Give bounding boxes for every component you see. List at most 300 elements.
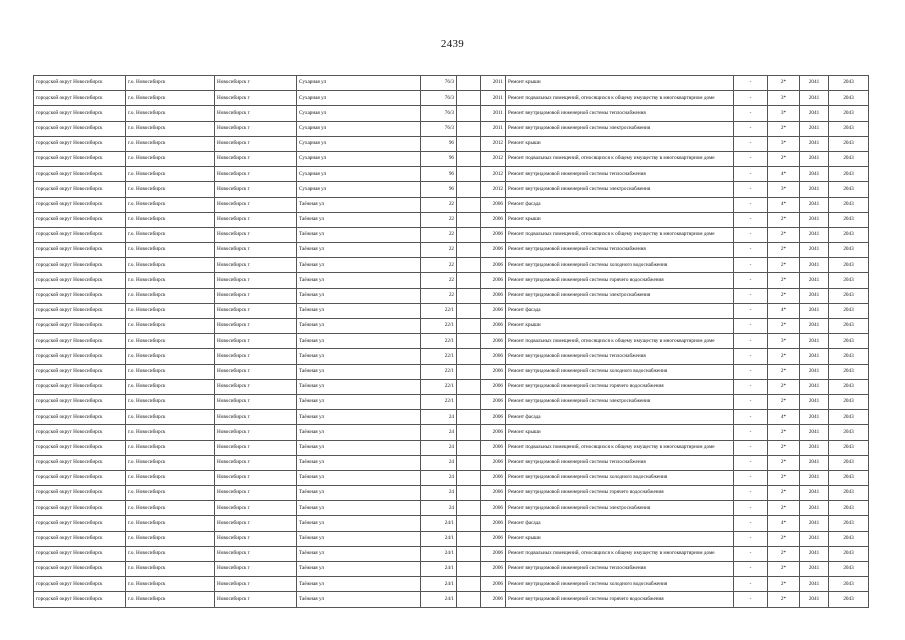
cell-street: Таёжная ул xyxy=(297,516,421,531)
cell-district: городской округ Новосибирск xyxy=(34,212,126,227)
cell-district: городской округ Новосибирск xyxy=(34,197,126,212)
cell-period: 2* xyxy=(768,470,800,485)
cell-district: городской округ Новосибирск xyxy=(34,410,126,425)
table-row xyxy=(34,76,869,91)
cell-district: городской округ Новосибирск xyxy=(34,562,126,577)
table-row xyxy=(34,470,869,485)
cell-blank xyxy=(457,151,481,166)
cell-district: городской округ Новосибирск xyxy=(34,227,126,242)
cell-district: городской округ Новосибирск xyxy=(34,136,126,151)
cell-settlement: Новосибирск г xyxy=(215,470,297,485)
cell-dash: - xyxy=(734,394,768,409)
cell-build-year: 2012 xyxy=(481,182,506,197)
cell-year-start: 2041 xyxy=(800,151,829,166)
cell-blank xyxy=(457,106,481,121)
cell-year-start: 2041 xyxy=(800,91,829,106)
cell-work-type: Ремонт внутридомовой инженерной системы холодного водоснабжения xyxy=(506,364,734,379)
cell-period: 2* xyxy=(768,151,800,166)
cell-settlement: Новосибирск г xyxy=(215,349,297,364)
cell-build-year: 2011 xyxy=(481,91,506,106)
table-row xyxy=(34,288,869,303)
cell-dash: - xyxy=(734,227,768,242)
cell-dash: - xyxy=(734,319,768,334)
cell-work-type: Ремонт внутридомовой инженерной системы горячего водоснабжения xyxy=(506,486,734,501)
cell-urban-okrug: г.о. Новосибирск xyxy=(126,212,215,227)
cell-build-year: 2006 xyxy=(481,212,506,227)
cell-work-type: Ремонт внутридомовой инженерной системы теплоснабжения xyxy=(506,455,734,470)
table-row xyxy=(34,212,869,227)
cell-year-start: 2041 xyxy=(800,76,829,91)
table-row xyxy=(34,501,869,516)
cell-dash: - xyxy=(734,486,768,501)
cell-street: Таёжная ул xyxy=(297,212,421,227)
cell-blank xyxy=(457,379,481,394)
cell-urban-okrug: г.о. Новосибирск xyxy=(126,440,215,455)
cell-district: городской округ Новосибирск xyxy=(34,577,126,592)
cell-urban-okrug: г.о. Новосибирск xyxy=(126,410,215,425)
cell-year-end: 2043 xyxy=(829,273,869,288)
cell-house-number: 22 xyxy=(421,258,457,273)
cell-build-year: 2006 xyxy=(481,334,506,349)
cell-period: 4* xyxy=(768,197,800,212)
cell-year-end: 2043 xyxy=(829,106,869,121)
table-row xyxy=(34,273,869,288)
cell-year-start: 2041 xyxy=(800,592,829,607)
cell-house-number: 22/1 xyxy=(421,349,457,364)
cell-year-start: 2041 xyxy=(800,486,829,501)
cell-urban-okrug: г.о. Новосибирск xyxy=(126,364,215,379)
cell-blank xyxy=(457,501,481,516)
cell-house-number: 96 xyxy=(421,136,457,151)
cell-dash: - xyxy=(734,303,768,318)
cell-work-type: Ремонт подвальных помещений, относящихся к общему имуществу в многоквартирном доме xyxy=(506,440,734,455)
cell-year-start: 2041 xyxy=(800,167,829,182)
table-row xyxy=(34,319,869,334)
cell-settlement: Новосибирск г xyxy=(215,425,297,440)
cell-period: 2* xyxy=(768,273,800,288)
cell-district: городской округ Новосибирск xyxy=(34,319,126,334)
cell-urban-okrug: г.о. Новосибирск xyxy=(126,151,215,166)
cell-house-number: 24 xyxy=(421,470,457,485)
cell-settlement: Новосибирск г xyxy=(215,577,297,592)
table-row xyxy=(34,197,869,212)
cell-period: 2* xyxy=(768,212,800,227)
table-row xyxy=(34,379,869,394)
cell-district: городской округ Новосибирск xyxy=(34,182,126,197)
cell-period: 2* xyxy=(768,258,800,273)
cell-period: 2* xyxy=(768,76,800,91)
cell-urban-okrug: г.о. Новосибирск xyxy=(126,455,215,470)
cell-blank xyxy=(457,470,481,485)
cell-dash: - xyxy=(734,121,768,136)
cell-house-number: 76/3 xyxy=(421,76,457,91)
cell-settlement: Новосибирск г xyxy=(215,197,297,212)
cell-build-year: 2006 xyxy=(481,546,506,561)
cell-street: Таёжная ул xyxy=(297,440,421,455)
cell-build-year: 2011 xyxy=(481,121,506,136)
cell-work-type: Ремонт подвальных помещений, относящихся к общему имуществу в многоквартирном доме xyxy=(506,91,734,106)
cell-year-start: 2041 xyxy=(800,182,829,197)
cell-year-end: 2043 xyxy=(829,121,869,136)
cell-work-type: Ремонт внутридомовой инженерной системы холодного водоснабжения xyxy=(506,577,734,592)
cell-work-type: Ремонт внутридомовой инженерной системы холодного водоснабжения xyxy=(506,470,734,485)
cell-street: Таёжная ул xyxy=(297,546,421,561)
cell-build-year: 2006 xyxy=(481,379,506,394)
table-body xyxy=(34,76,869,608)
cell-settlement: Новосибирск г xyxy=(215,455,297,470)
cell-period: 2* xyxy=(768,531,800,546)
cell-year-end: 2043 xyxy=(829,303,869,318)
cell-work-type: Ремонт внутридомовой инженерной системы электроснабжения xyxy=(506,288,734,303)
cell-year-start: 2041 xyxy=(800,440,829,455)
cell-blank xyxy=(457,212,481,227)
cell-period: 2* xyxy=(768,486,800,501)
cell-urban-okrug: г.о. Новосибирск xyxy=(126,288,215,303)
cell-blank xyxy=(457,136,481,151)
cell-build-year: 2006 xyxy=(481,410,506,425)
cell-house-number: 76/3 xyxy=(421,91,457,106)
cell-build-year: 2006 xyxy=(481,197,506,212)
cell-district: городской округ Новосибирск xyxy=(34,288,126,303)
cell-blank xyxy=(457,121,481,136)
cell-street: Таёжная ул xyxy=(297,592,421,607)
cell-dash: - xyxy=(734,288,768,303)
cell-period: 2* xyxy=(768,379,800,394)
cell-blank xyxy=(457,182,481,197)
cell-house-number: 22 xyxy=(421,243,457,258)
cell-build-year: 2006 xyxy=(481,455,506,470)
cell-dash: - xyxy=(734,243,768,258)
table-row xyxy=(34,349,869,364)
cell-period: 2* xyxy=(768,577,800,592)
cell-work-type: Ремонт внутридомовой инженерной системы электроснабжения xyxy=(506,182,734,197)
cell-house-number: 24 xyxy=(421,425,457,440)
cell-blank xyxy=(457,319,481,334)
cell-street: Таёжная ул xyxy=(297,197,421,212)
cell-period: 2* xyxy=(768,440,800,455)
cell-district: городской округ Новосибирск xyxy=(34,243,126,258)
cell-house-number: 24/1 xyxy=(421,531,457,546)
cell-house-number: 24 xyxy=(421,440,457,455)
cell-period: 2* xyxy=(768,364,800,379)
cell-year-end: 2043 xyxy=(829,76,869,91)
cell-work-type: Ремонт подвальных помещений, относящихся к общему имуществу в многоквартирном доме xyxy=(506,151,734,166)
cell-year-start: 2041 xyxy=(800,227,829,242)
table-row xyxy=(34,486,869,501)
cell-dash: - xyxy=(734,182,768,197)
cell-build-year: 2006 xyxy=(481,243,506,258)
cell-street: Таёжная ул xyxy=(297,531,421,546)
cell-house-number: 22/1 xyxy=(421,334,457,349)
cell-period: 4* xyxy=(768,516,800,531)
cell-blank xyxy=(457,425,481,440)
cell-dash: - xyxy=(734,455,768,470)
cell-work-type: Ремонт внутридомовой инженерной системы теплоснабжения xyxy=(506,562,734,577)
cell-year-start: 2041 xyxy=(800,121,829,136)
cell-build-year: 2011 xyxy=(481,106,506,121)
table-row xyxy=(34,562,869,577)
cell-year-end: 2043 xyxy=(829,167,869,182)
cell-build-year: 2012 xyxy=(481,151,506,166)
table-row xyxy=(34,167,869,182)
cell-settlement: Новосибирск г xyxy=(215,136,297,151)
table-row xyxy=(34,546,869,561)
cell-year-start: 2041 xyxy=(800,379,829,394)
cell-house-number: 24 xyxy=(421,501,457,516)
cell-work-type: Ремонт фасада xyxy=(506,303,734,318)
table-row xyxy=(34,531,869,546)
cell-blank xyxy=(457,243,481,258)
cell-urban-okrug: г.о. Новосибирск xyxy=(126,577,215,592)
cell-year-start: 2041 xyxy=(800,455,829,470)
cell-urban-okrug: г.о. Новосибирск xyxy=(126,470,215,485)
cell-year-start: 2041 xyxy=(800,470,829,485)
cell-year-end: 2043 xyxy=(829,349,869,364)
cell-blank xyxy=(457,258,481,273)
cell-district: городской округ Новосибирск xyxy=(34,501,126,516)
cell-urban-okrug: г.о. Новосибирск xyxy=(126,258,215,273)
cell-year-start: 2041 xyxy=(800,334,829,349)
cell-blank xyxy=(457,592,481,607)
table-row xyxy=(34,577,869,592)
cell-settlement: Новосибирск г xyxy=(215,212,297,227)
cell-street: Таёжная ул xyxy=(297,470,421,485)
cell-work-type: Ремонт фасада xyxy=(506,410,734,425)
cell-build-year: 2006 xyxy=(481,364,506,379)
cell-work-type: Ремонт внутридомовой инженерной системы теплоснабжения xyxy=(506,106,734,121)
cell-dash: - xyxy=(734,562,768,577)
cell-build-year: 2006 xyxy=(481,516,506,531)
cell-blank xyxy=(457,273,481,288)
cell-district: городской округ Новосибирск xyxy=(34,303,126,318)
cell-blank xyxy=(457,516,481,531)
cell-year-end: 2043 xyxy=(829,455,869,470)
cell-build-year: 2006 xyxy=(481,273,506,288)
cell-house-number: 24/1 xyxy=(421,592,457,607)
cell-house-number: 22/1 xyxy=(421,379,457,394)
cell-work-type: Ремонт крыши xyxy=(506,212,734,227)
table-row xyxy=(34,425,869,440)
cell-street: Сухарная ул xyxy=(297,136,421,151)
cell-period: 2* xyxy=(768,394,800,409)
cell-work-type: Ремонт внутридомовой инженерной системы горячего водоснабжения xyxy=(506,273,734,288)
cell-settlement: Новосибирск г xyxy=(215,410,297,425)
table-row xyxy=(34,106,869,121)
cell-urban-okrug: г.о. Новосибирск xyxy=(126,121,215,136)
cell-urban-okrug: г.о. Новосибирск xyxy=(126,182,215,197)
cell-year-start: 2041 xyxy=(800,577,829,592)
cell-urban-okrug: г.о. Новосибирск xyxy=(126,243,215,258)
cell-year-start: 2041 xyxy=(800,288,829,303)
cell-period: 3* xyxy=(768,334,800,349)
cell-period: 3* xyxy=(768,106,800,121)
cell-blank xyxy=(457,76,481,91)
cell-urban-okrug: г.о. Новосибирск xyxy=(126,334,215,349)
cell-settlement: Новосибирск г xyxy=(215,91,297,106)
cell-blank xyxy=(457,364,481,379)
cell-year-end: 2043 xyxy=(829,197,869,212)
cell-dash: - xyxy=(734,167,768,182)
cell-period: 3* xyxy=(768,182,800,197)
cell-year-start: 2041 xyxy=(800,364,829,379)
cell-year-end: 2043 xyxy=(829,546,869,561)
cell-work-type: Ремонт внутридомовой инженерной системы горячего водоснабжения xyxy=(506,379,734,394)
cell-house-number: 76/3 xyxy=(421,106,457,121)
cell-house-number: 24/1 xyxy=(421,546,457,561)
cell-work-type: Ремонт внутридомовой инженерной системы горячего водоснабжения xyxy=(506,592,734,607)
table-row xyxy=(34,136,869,151)
cell-year-start: 2041 xyxy=(800,531,829,546)
cell-work-type: Ремонт внутридомовой инженерной системы теплоснабжения xyxy=(506,349,734,364)
cell-blank xyxy=(457,577,481,592)
cell-year-end: 2043 xyxy=(829,243,869,258)
table-row xyxy=(34,334,869,349)
cell-settlement: Новосибирск г xyxy=(215,501,297,516)
cell-settlement: Новосибирск г xyxy=(215,243,297,258)
cell-build-year: 2006 xyxy=(481,577,506,592)
cell-street: Сухарная ул xyxy=(297,106,421,121)
cell-settlement: Новосибирск г xyxy=(215,440,297,455)
cell-house-number: 96 xyxy=(421,167,457,182)
cell-year-start: 2041 xyxy=(800,197,829,212)
cell-work-type: Ремонт внутридомовой инженерной системы теплоснабжения xyxy=(506,167,734,182)
cell-district: городской округ Новосибирск xyxy=(34,258,126,273)
cell-year-start: 2041 xyxy=(800,273,829,288)
cell-street: Сухарная ул xyxy=(297,182,421,197)
cell-urban-okrug: г.о. Новосибирск xyxy=(126,562,215,577)
cell-blank xyxy=(457,531,481,546)
cell-urban-okrug: г.о. Новосибирск xyxy=(126,106,215,121)
cell-build-year: 2006 xyxy=(481,319,506,334)
cell-street: Сухарная ул xyxy=(297,121,421,136)
cell-house-number: 96 xyxy=(421,151,457,166)
table-row xyxy=(34,516,869,531)
cell-street: Таёжная ул xyxy=(297,501,421,516)
cell-district: городской округ Новосибирск xyxy=(34,151,126,166)
cell-work-type: Ремонт подвальных помещений, относящихся к общему имуществу в многоквартирном доме xyxy=(506,334,734,349)
cell-year-end: 2043 xyxy=(829,258,869,273)
cell-street: Таёжная ул xyxy=(297,227,421,242)
table-row xyxy=(34,227,869,242)
cell-year-end: 2043 xyxy=(829,440,869,455)
cell-blank xyxy=(457,167,481,182)
cell-dash: - xyxy=(734,592,768,607)
table-row xyxy=(34,394,869,409)
cell-district: городской округ Новосибирск xyxy=(34,592,126,607)
cell-blank xyxy=(457,455,481,470)
cell-year-start: 2041 xyxy=(800,106,829,121)
cell-work-type: Ремонт крыши xyxy=(506,531,734,546)
cell-year-end: 2043 xyxy=(829,470,869,485)
cell-period: 2* xyxy=(768,319,800,334)
cell-work-type: Ремонт внутридомовой инженерной системы теплоснабжения xyxy=(506,243,734,258)
cell-street: Таёжная ул xyxy=(297,273,421,288)
cell-work-type: Ремонт подвальных помещений, относящихся к общему имуществу в многоквартирном доме xyxy=(506,227,734,242)
cell-dash: - xyxy=(734,197,768,212)
cell-street: Таёжная ул xyxy=(297,394,421,409)
table-row xyxy=(34,243,869,258)
cell-settlement: Новосибирск г xyxy=(215,288,297,303)
cell-street: Таёжная ул xyxy=(297,455,421,470)
cell-street: Сухарная ул xyxy=(297,91,421,106)
cell-year-start: 2041 xyxy=(800,516,829,531)
cell-settlement: Новосибирск г xyxy=(215,167,297,182)
table-row xyxy=(34,440,869,455)
cell-build-year: 2006 xyxy=(481,470,506,485)
cell-period: 3* xyxy=(768,91,800,106)
cell-blank xyxy=(457,562,481,577)
table-row xyxy=(34,592,869,607)
cell-blank xyxy=(457,288,481,303)
cell-year-start: 2041 xyxy=(800,136,829,151)
cell-blank xyxy=(457,410,481,425)
cell-house-number: 76/3 xyxy=(421,121,457,136)
cell-dash: - xyxy=(734,151,768,166)
cell-urban-okrug: г.о. Новосибирск xyxy=(126,349,215,364)
cell-house-number: 22 xyxy=(421,288,457,303)
cell-house-number: 24 xyxy=(421,455,457,470)
cell-urban-okrug: г.о. Новосибирск xyxy=(126,531,215,546)
table-row xyxy=(34,303,869,318)
cell-district: городской округ Новосибирск xyxy=(34,121,126,136)
cell-work-type: Ремонт внутридомовой инженерной системы электроснабжения xyxy=(506,501,734,516)
cell-settlement: Новосибирск г xyxy=(215,364,297,379)
cell-street: Таёжная ул xyxy=(297,334,421,349)
cell-build-year: 2006 xyxy=(481,486,506,501)
cell-settlement: Новосибирск г xyxy=(215,303,297,318)
cell-blank xyxy=(457,334,481,349)
cell-year-end: 2043 xyxy=(829,91,869,106)
cell-street: Таёжная ул xyxy=(297,425,421,440)
cell-district: городской округ Новосибирск xyxy=(34,546,126,561)
cell-house-number: 24/1 xyxy=(421,516,457,531)
cell-year-end: 2043 xyxy=(829,136,869,151)
cell-blank xyxy=(457,91,481,106)
cell-dash: - xyxy=(734,106,768,121)
cell-period: 2* xyxy=(768,121,800,136)
cell-urban-okrug: г.о. Новосибирск xyxy=(126,516,215,531)
cell-district: городской округ Новосибирск xyxy=(34,106,126,121)
cell-period: 3* xyxy=(768,136,800,151)
cell-build-year: 2012 xyxy=(481,167,506,182)
cell-period: 2* xyxy=(768,243,800,258)
cell-period: 4* xyxy=(768,303,800,318)
cell-settlement: Новосибирск г xyxy=(215,319,297,334)
cell-year-start: 2041 xyxy=(800,303,829,318)
cell-work-type: Ремонт крыши xyxy=(506,76,734,91)
cell-district: городской округ Новосибирск xyxy=(34,531,126,546)
cell-house-number: 24 xyxy=(421,486,457,501)
cell-street: Таёжная ул xyxy=(297,562,421,577)
cell-period: 2* xyxy=(768,455,800,470)
cell-year-end: 2043 xyxy=(829,227,869,242)
cell-house-number: 24 xyxy=(421,410,457,425)
cell-street: Сухарная ул xyxy=(297,151,421,166)
cell-district: городской округ Новосибирск xyxy=(34,273,126,288)
cell-district: городской округ Новосибирск xyxy=(34,486,126,501)
cell-district: городской округ Новосибирск xyxy=(34,364,126,379)
cell-build-year: 2006 xyxy=(481,349,506,364)
table-row xyxy=(34,410,869,425)
cell-work-type: Ремонт внутридомовой инженерной системы электроснабжения xyxy=(506,121,734,136)
cell-street: Таёжная ул xyxy=(297,379,421,394)
cell-year-end: 2043 xyxy=(829,577,869,592)
cell-street: Таёжная ул xyxy=(297,349,421,364)
cell-street: Таёжная ул xyxy=(297,364,421,379)
cell-settlement: Новосибирск г xyxy=(215,531,297,546)
cell-settlement: Новосибирск г xyxy=(215,486,297,501)
cell-blank xyxy=(457,486,481,501)
